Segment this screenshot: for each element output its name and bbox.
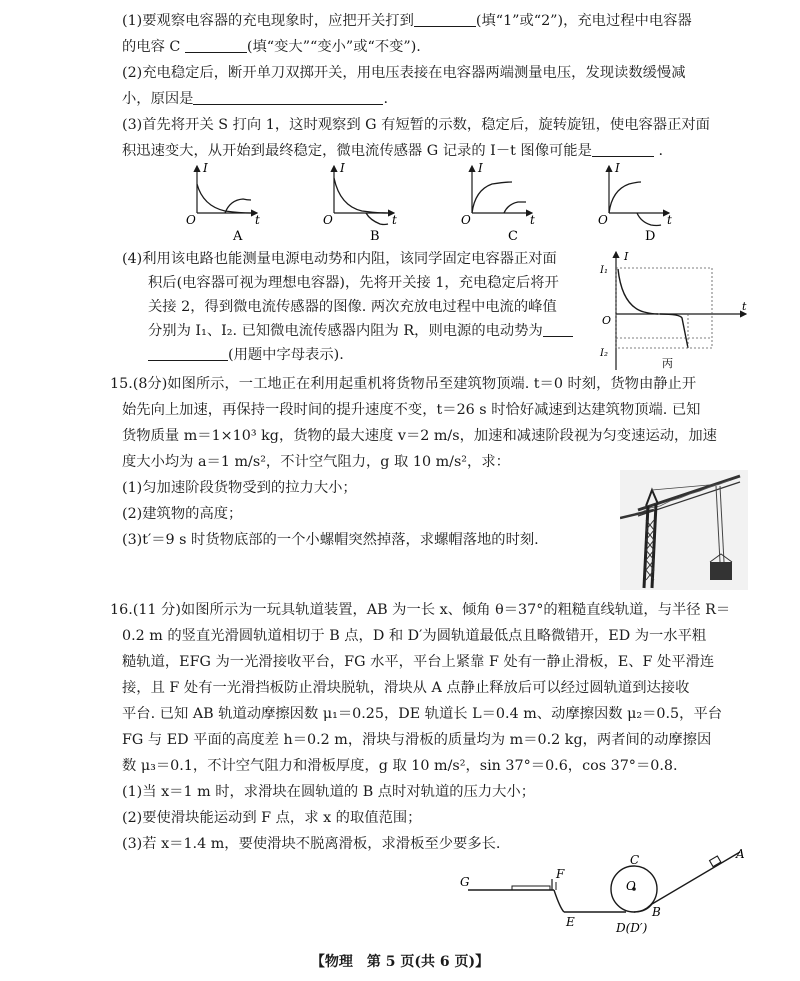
q14-part3-line1: (3)首先将开关 S 打向 1，这时观察到 G 有短暂的示数，稳定后，旋转旋钮，使电容器正对面 <box>122 117 710 133</box>
svg-text:I: I <box>615 161 620 175</box>
q14-part4-line1: (4)利用该电路也能测量电源电动势和内阻，该同学固定电容器正对面 <box>122 251 557 267</box>
label-o: O <box>626 879 636 893</box>
q14-part1-line1 <box>122 10 692 32</box>
answer-blank-emf-a[interactable] <box>543 321 573 337</box>
svg-text:I: I <box>340 161 345 175</box>
svg-text:I₂: I₂ <box>600 348 608 359</box>
graph-option-a[interactable] <box>186 161 260 244</box>
answer-blank-switch[interactable] <box>414 11 476 27</box>
q14-part4-line5 <box>148 344 344 366</box>
q14-p1-text-c: 的电容 C <box>122 39 181 55</box>
label-g: G <box>460 875 470 889</box>
q16-line6: FG 与 ED 平面的高度差 h＝0.2 m，滑块与滑板的质量均为 m＝0.2 kg，两者间的动摩擦因 <box>122 732 712 748</box>
label-c: C <box>630 853 640 867</box>
svg-text:I: I <box>624 250 629 263</box>
svg-text:A: A <box>233 229 243 244</box>
q16-line4: 接，且 F 处有一光滑挡板防止滑块脱轨，滑块从 A 点静止释放后可以经过圆轨道到达接收 <box>122 680 690 696</box>
q14-p4-text-end: (用题中字母表示). <box>228 347 344 363</box>
answer-blank-reason[interactable] <box>193 89 383 105</box>
answer-blank-emf-b[interactable] <box>148 345 228 361</box>
svg-text:D: D <box>645 229 656 244</box>
svg-text:O: O <box>323 213 333 227</box>
graph-option-d[interactable] <box>598 161 672 244</box>
q16-line2: 0.2 m 的竖直光滑圆轨道相切于 B 点，D 和 D′为圆轨道最低点且略微错开，ED 为一水平粗 <box>122 628 707 644</box>
q14-part1-line2 <box>122 36 421 58</box>
svg-text:t: t <box>530 213 535 227</box>
q14-p2-text: 小，原因是 <box>122 91 194 107</box>
svg-text:t: t <box>742 300 747 313</box>
label-e: E <box>566 915 575 929</box>
svg-text:I: I <box>478 161 483 175</box>
graph-option-c[interactable] <box>461 161 535 244</box>
answer-blank-graph[interactable] <box>592 141 654 157</box>
q15-line2: 始先向上加速，再保持一段时间的提升速度不变，t＝26 s 时恰好减速到达建筑物顶端. 已知 <box>122 402 701 418</box>
q14-p1-text-d: (填“变大”“变小”或“不变”). <box>246 39 421 55</box>
q16-line1: 16.(11 分)如图所示为一玩具轨道装置，AB 为一长 x、倾角 θ＝37°的粗糙直线轨道，与半径 R＝ <box>110 602 731 618</box>
q15-line1: 15.(8分)如图所示，一工地正在利用起重机将货物吊至建筑物顶端. t＝0 时刻，货物由静止开 <box>110 376 697 392</box>
svg-text:I: I <box>203 161 208 175</box>
page-footer: 【物理 第 5 页(共 6 页)】 <box>310 954 490 970</box>
label-b: B <box>652 905 661 919</box>
q15-sub1: (1)匀加速阶段货物受到的拉力大小； <box>122 480 357 496</box>
graph-bing <box>596 248 752 372</box>
q14-part4-line4 <box>148 320 573 342</box>
q16-sub2: (2)要使滑块能运动到 F 点，求 x 的取值范围； <box>122 810 422 826</box>
svg-text:O: O <box>186 213 196 227</box>
q14-p4-text: 分别为 I₁、I₂. 已知微电流传感器内阻为 R，则电源的电动势为 <box>148 323 543 339</box>
label-d: D(D′) <box>616 921 648 935</box>
svg-text:O: O <box>602 314 612 327</box>
q14-part2-line1: (2)充电稳定后，断开单刀双掷开关，用电压表接在电容器两端测量电压，发现读数缓慢减 <box>122 65 686 81</box>
graph-option-b[interactable] <box>323 161 397 244</box>
q15-line4: 度大小均为 a＝1 m/s²，不计空气阻力，g 取 10 m/s²，求： <box>122 454 510 470</box>
label-f: F <box>556 867 565 881</box>
crane-illustration <box>620 470 748 590</box>
q15-sub3: (3)t′＝9 s 时货物底部的一个小螺帽突然掉落，求螺帽落地的时刻. <box>122 532 539 548</box>
q14-part4-line2: 积后(电容器可视为理想电容器)，先将开关接 1，充电稳定后将开 <box>148 275 559 291</box>
svg-text:C: C <box>508 229 518 244</box>
q16-sub1: (1)当 x＝1 m 时，求滑块在圆轨道的 B 点时对轨道的压力大小； <box>122 784 536 800</box>
q14-p1-text-a: (1)要观察电容器的充电现象时，应把开关打到 <box>122 13 414 29</box>
q14-part3-line2: 积迅速变大，从开始到最终稳定，微电流传感器 G 记录的 I－t 图像可能是 . <box>122 143 663 159</box>
q14-p3-text: 积迅速变大，从开始到最终稳定，微电流传感器 G 记录的 I－t 图像可能是 <box>122 143 592 159</box>
svg-text:O: O <box>461 213 471 227</box>
q14-part4-line3: 关接 2，得到微电流传感器的图像. 两次充放电过程中电流的峰值 <box>148 299 557 315</box>
svg-text:t: t <box>667 213 672 227</box>
svg-text:B: B <box>370 229 380 244</box>
q16-sub3: (3)若 x＝1.4 m，要使滑块不脱离滑板，求滑板至少要多长. <box>122 836 501 852</box>
svg-text:O: O <box>598 213 608 227</box>
q15-sub2: (2)建筑物的高度； <box>122 506 243 522</box>
q14-part2-line2: 小，原因是 . <box>122 91 389 107</box>
svg-text:I₁: I₁ <box>600 265 608 276</box>
svg-text:t: t <box>392 213 397 227</box>
q16-line5: 平台. 已知 AB 轨道动摩擦因数 μ₁＝0.25，DE 轨道长 L＝0.4 m、动摩擦因数 μ₂＝0.5，平台 <box>122 706 723 722</box>
track-diagram <box>456 846 752 938</box>
q16-line7: 数 μ₃＝0.1，不计空气阻力和滑板厚度，g 取 10 m/s²，sin 37°＝0.6，cos 37°＝0.8. <box>122 758 678 774</box>
q16-line3: 糙轨道，EFG 为一光滑接收平台，FG 水平，平台上紧靠 F 处有一静止滑板，E、F 处平滑连 <box>122 654 715 670</box>
q14-p1-text-b: (填“1”或“2”)，充电过程中电容器 <box>475 13 692 29</box>
answer-blank-capacitance[interactable] <box>185 37 247 53</box>
it-graph-options <box>185 160 745 244</box>
svg-text:t: t <box>255 213 260 227</box>
label-a: A <box>736 847 745 861</box>
q15-line3: 货物质量 m＝1×10³ kg，货物的最大速度 v＝2 m/s，加速和减速阶段视为匀变速运动，加速 <box>122 428 717 444</box>
svg-text:丙: 丙 <box>662 357 673 370</box>
